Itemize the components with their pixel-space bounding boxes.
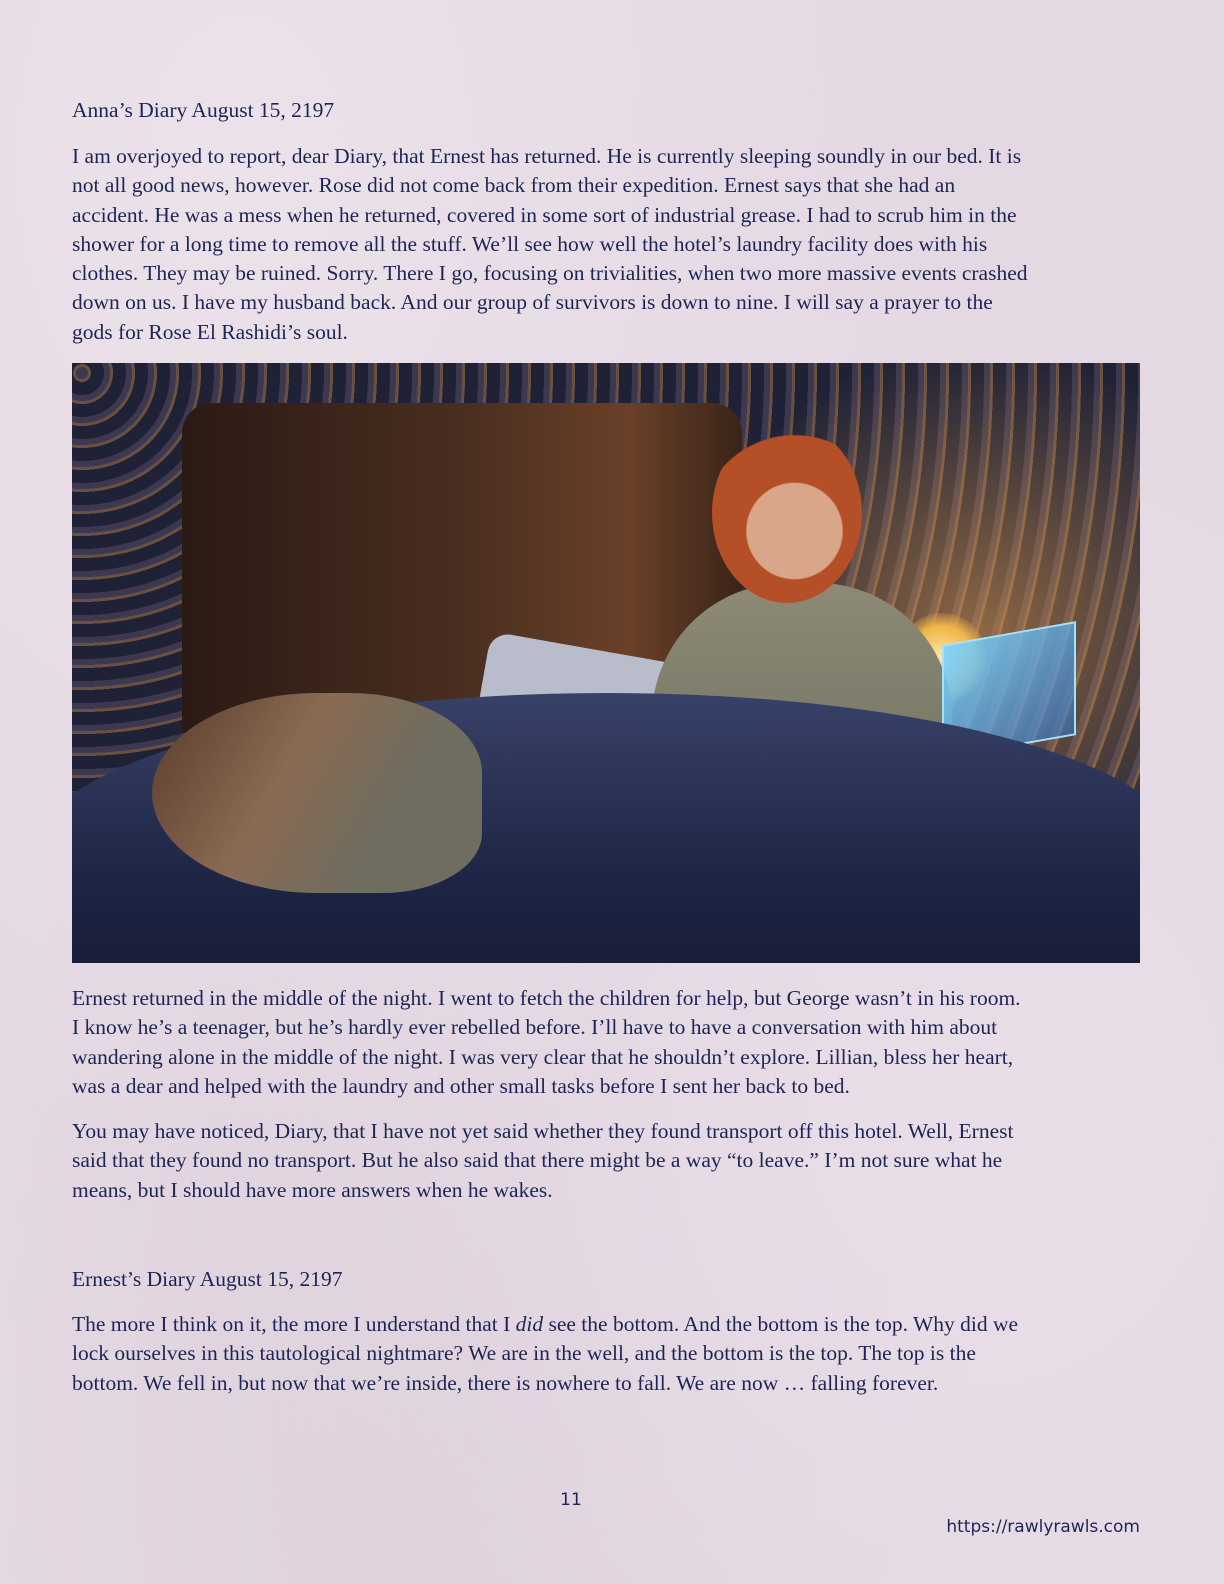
text-line: lock ourselves in this tautological nightmare? We are in the well, and the bottom is the top. The top is the — [72, 1341, 976, 1366]
text-line: Ernest returned in the middle of the night. I went to fetch the children for help, but George wasn’t in his room. — [72, 986, 1021, 1010]
text-line: I know he’s a teenager, but he’s hardly ever rebelled before. I’ll have to have a conversation with him about — [72, 1015, 998, 1040]
paragraph-anna-3 — [72, 1117, 1152, 1205]
sleeping-man-figure — [152, 693, 482, 893]
text-segment: see the bottom. And the bottom is the top. Why did we — [543, 1312, 1019, 1336]
text-line: was a dear and helped with the laundry and other small tasks before I sent her back to bed. — [72, 1073, 850, 1098]
text-line — [72, 1310, 1152, 1339]
illustration-bedroom-scene — [72, 363, 1140, 963]
text-line: wandering alone in the middle of the night. I was very clear that he shouldn’t explore. Lillian, bless her heart, — [72, 1044, 1014, 1069]
text-segment: The more I think on it, the more I understand that I — [72, 1312, 516, 1336]
text-line: down on us. I have my husband back. And our group of survivors is down to nine. I will say a prayer to the — [72, 290, 993, 315]
page-number: 11 — [560, 1490, 582, 1510]
text-line: I am overjoyed to report, dear Diary, that Ernest has returned. He is currently sleeping soundly in our bed. It is — [72, 144, 1022, 168]
entry-heading-anna: Anna’s Diary August 15, 2197 — [72, 98, 335, 122]
woman-head — [712, 423, 862, 603]
paragraph-anna-2 — [72, 984, 1152, 1101]
text-line: shower for a long time to remove all the stuff. We’ll see how well the hotel’s laundry facility does with his — [72, 231, 988, 256]
text-line: accident. He was a mess when he returned, covered in some sort of industrial grease. I had to scrub him in the — [72, 202, 1017, 227]
text-line: You may have noticed, Diary, that I have not yet said whether they found transport off this hotel. Well, Ernest — [72, 1119, 1014, 1143]
text-line: said that they found no transport. But he also said that there might be a way “to leave.” I’m not sure what he — [72, 1148, 1003, 1173]
entry-heading-ernest: Ernest’s Diary August 15, 2197 — [72, 1267, 343, 1291]
text-line: not all good news, however. Rose did not come back from their expedition. Ernest says that she had an — [72, 173, 956, 198]
paragraph-ernest — [72, 1310, 1152, 1398]
emphasis-text: did — [515, 1312, 544, 1336]
text-line: means, but I should have more answers when he wakes. — [72, 1177, 553, 1202]
paragraph-anna-1 — [72, 142, 1152, 347]
text-line: gods for Rose El Rashidi’s soul. — [72, 319, 348, 344]
footer-url-link[interactable]: https://rawlyrawls.com — [946, 1517, 1140, 1537]
text-line: bottom. We fell in, but now that we’re inside, there is nowhere to fall. We are now … falling forever. — [72, 1370, 939, 1395]
text-line: clothes. They may be ruined. Sorry. There I go, focusing on trivialities, when two more massive events crashed — [72, 261, 1028, 286]
